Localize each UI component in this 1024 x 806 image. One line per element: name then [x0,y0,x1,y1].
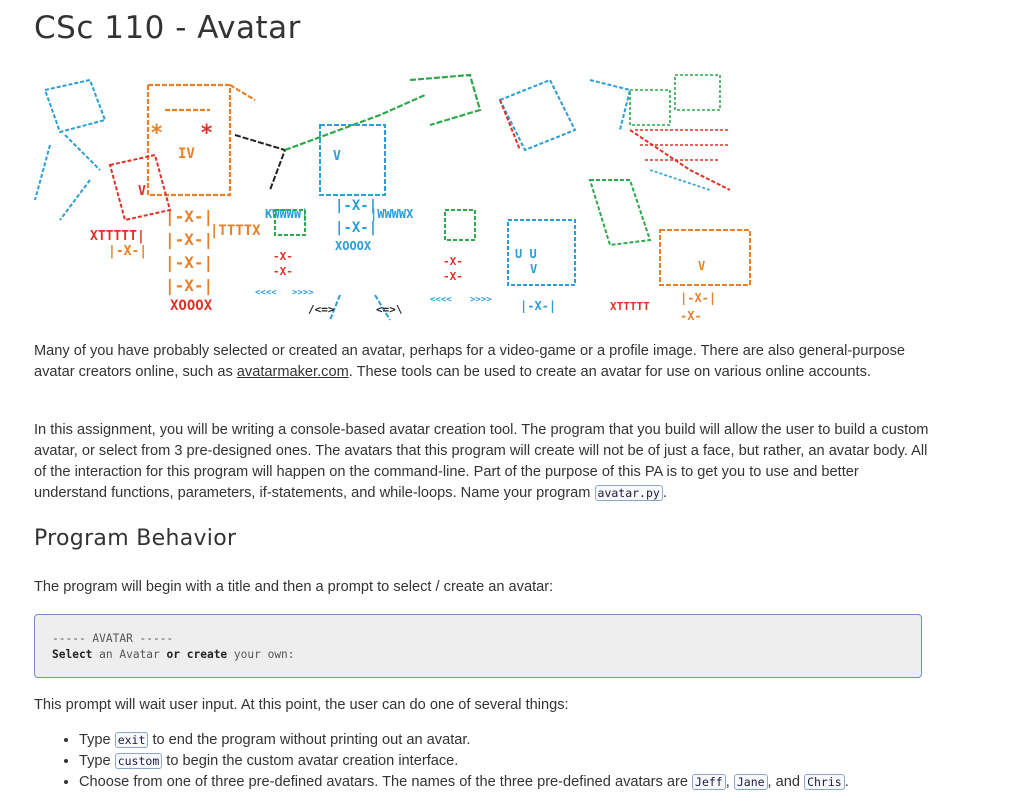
svg-text:|-X-|: |-X-| [165,253,214,272]
svg-text:|-X-|: |-X-| [335,220,378,236]
option-text: Type [79,732,115,748]
option-text: . [844,774,849,790]
custom-code: custom [115,753,163,769]
svg-text:|-X-|: |-X-| [165,230,214,249]
after-console-text: This prompt will wait user input. At this point, the user can do one of several things: [34,697,569,713]
program-filename-code: avatar.py [595,485,663,501]
option-text: , and [767,774,805,790]
green-arm [285,75,480,150]
svg-text:-X-: -X- [273,265,293,278]
avatar-banner-svg [30,70,770,325]
console-word: your own: [227,648,295,661]
section-lead: The program will begin with a title and then a prompt to select / create an avatar: [34,579,554,595]
svg-text:V: V [530,262,538,276]
svg-text:-X-: -X- [680,309,702,323]
list-item-custom [79,751,979,772]
svg-text:|TTTTX: |TTTTX [210,223,261,239]
right-green-avatar [590,180,650,245]
section-heading: Program Behavior [34,526,237,551]
svg-text:>>>>: >>>> [292,288,314,298]
console-word [180,648,187,661]
svg-text:*: * [150,121,164,146]
exit-code: exit [115,732,149,748]
assignment-text: In this assignment, you will be writing a console-based avatar creation tool. The program that you build will allow the user to build a custom avatar, or select from 3 pre-designed ones. The avatars that this program will create will not be of just a face, but rather, an avatar body. All of the interaction for this program will happen on the command-line. Part of the purpose of this PA is to get you to use and better understand functions, parameters, if-statements, and while-loops. Name your program [34,422,929,501]
svg-text:<<<<: <<<< [255,288,277,298]
intro-paragraph-2 [34,420,934,504]
avatar-banner-image [30,70,770,325]
svg-text:V: V [698,259,706,273]
svg-text:<=>\: <=>\ [376,303,403,316]
svg-text:>>>>: >>>> [470,295,492,305]
svg-text:|-X-|: |-X-| [680,291,717,305]
svg-text:-X-: -X- [273,250,293,263]
jeff-code: Jeff [692,774,726,790]
assignment-text-end: . [662,485,667,501]
svg-text:XTTTTT: XTTTTT [610,300,650,313]
list-item-exit [79,730,979,751]
svg-text:XOOOX: XOOOX [170,298,213,314]
intro-paragraph-1 [34,341,934,383]
svg-text:XOOOX: XOOOX [335,239,372,253]
svg-text:|-X-|: |-X-| [520,299,557,313]
page-title: CSc 110 - Avatar [34,10,301,46]
jane-code: Jane [734,774,768,790]
svg-text:V: V [138,184,146,199]
svg-text:|WWWWX: |WWWWX [370,207,414,221]
console-output [34,614,922,678]
tilted-blue-avatar [35,80,105,220]
svg-text:-X-: -X- [443,270,463,283]
console-word: an Avatar [92,648,167,661]
svg-text:KWWWW|: KWWWW| [265,207,309,221]
chris-code: Chris [804,774,845,790]
option-text: to begin the custom avatar creation interface. [162,753,459,769]
console-word: create [186,648,228,661]
console-word: or [166,648,180,661]
svg-text:IV: IV [178,146,195,162]
option-text: Choose from one of three pre-defined avatars. The names of the three pre-defined avatars are [79,774,693,790]
svg-text:|-X-|: |-X-| [108,244,148,259]
option-text: , [725,774,734,790]
center-green-avatar [445,210,475,240]
intro-text: Many of you have probably selected or created an avatar, perhaps for a video-game or a profile image. There are also general-purpose avatar creators online, such as [34,343,905,380]
option-text: Type [79,753,115,769]
option-text: to end the program without printing out an avatar. [148,732,471,748]
svg-text:|-X-|: |-X-| [165,276,214,295]
svg-text:V: V [333,149,341,164]
svg-text:XTTTTT|: XTTTTT| [90,229,145,244]
svg-text:-X-: -X- [443,255,463,268]
svg-text:*: * [200,121,214,146]
svg-text:/<=>: /<=> [308,303,335,316]
top-right-avatar-cluster [630,75,730,190]
svg-text:|-X-|: |-X-| [165,207,214,226]
options-list [34,730,979,793]
list-item-predefined [79,772,979,793]
console-word: Select [52,648,93,661]
dark-arm [235,135,285,190]
svg-text:U U: U U [515,247,537,261]
orange-bottom-avatar [660,230,750,285]
svg-text:<<<<: <<<< [430,295,452,305]
console-line-1: ----- AVATAR ----- [52,632,174,645]
svg-text:|-X-|: |-X-| [335,198,378,214]
intro-text-end: . These tools can be used to create an avatar for use on various online accounts. [348,364,871,380]
avatarmaker-link[interactable]: avatarmaker.com [236,364,349,380]
